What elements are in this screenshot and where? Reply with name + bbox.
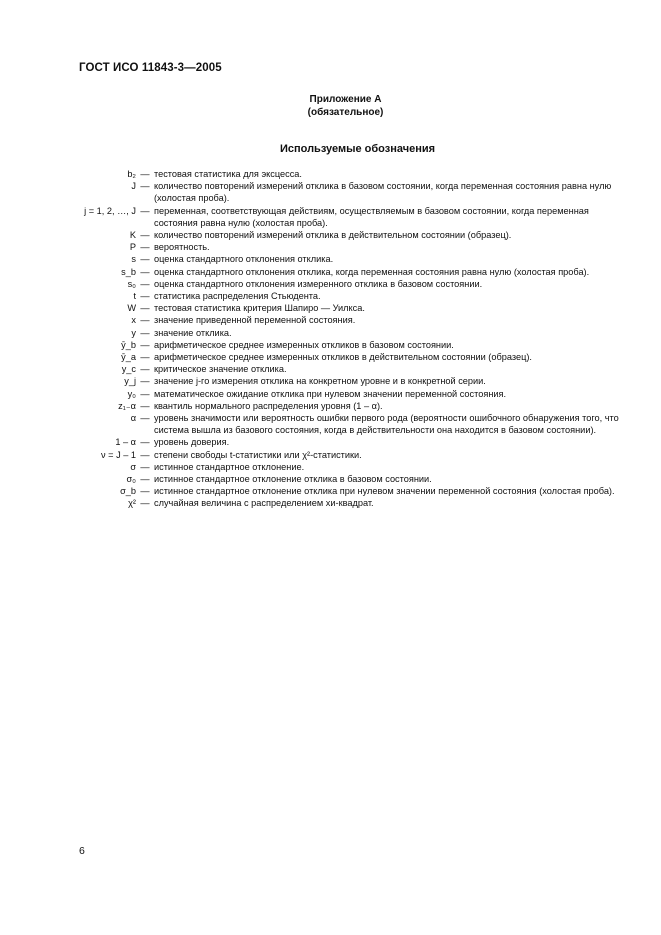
definition-row <box>40 497 620 509</box>
definition-symbol: σ <box>130 461 136 472</box>
definition-dash: — <box>140 413 150 424</box>
definition-symbol: y <box>131 327 136 338</box>
definition-row <box>40 412 620 436</box>
definition-dash: — <box>140 278 150 289</box>
definition-text: критическое значение отклика. <box>154 364 287 375</box>
definition-row <box>40 314 620 326</box>
definition-text: переменная, соответствующая действиям, осуществляемым в базовом состоянии, когда переменная состояния равна нулю (холостая проба). <box>154 205 589 228</box>
definitions-list <box>40 168 620 510</box>
definition-text: тестовая статистика критерия Шапиро — Уилкса. <box>154 303 365 314</box>
definition-text: уровень значимости или вероятность ошибки первого рода (вероятности ошибочного обнаружения того, что система вышла из базового состояния, когда в действительности она находится в базовом состоянии). <box>154 413 619 436</box>
definition-row <box>40 241 620 253</box>
definition-text: арифметическое среднее измеренных откликов в действительном состоянии (образец). <box>154 352 532 363</box>
definition-row <box>40 302 620 314</box>
definition-text: статистика распределения Стьюдента. <box>154 291 321 302</box>
definition-dash: — <box>140 315 150 326</box>
definition-symbol: α <box>130 413 136 424</box>
definition-row <box>40 339 620 351</box>
definition-row <box>40 278 620 290</box>
definition-dash: — <box>140 254 150 265</box>
section-title-text: Используемые обозначения <box>279 143 436 155</box>
definition-dash: — <box>140 388 150 399</box>
definition-dash: — <box>140 364 150 375</box>
definition-symbol: b₂ <box>127 169 136 179</box>
definition-dash: — <box>140 303 150 314</box>
definition-symbol: s <box>131 254 136 265</box>
annex-heading <box>0 93 661 119</box>
definition-row <box>40 266 620 278</box>
definition-text: оценка стандартного отклонения измеренного отклика в базовом состоянии. <box>154 278 483 289</box>
definition-text: значение j-го измерения отклика на конкретном уровне и в конкретной серии. <box>154 376 486 387</box>
definition-symbol: s₀ <box>127 278 136 289</box>
definition-row <box>40 400 620 412</box>
definition-dash: — <box>140 449 150 460</box>
definition-dash: — <box>140 169 150 179</box>
definition-dash: — <box>140 461 150 472</box>
page-number: 6 <box>79 845 85 857</box>
definition-text: тестовая статистика для эксцесса. <box>154 169 302 179</box>
definition-text: значение отклика. <box>154 327 232 338</box>
definition-row <box>40 363 620 375</box>
definition-dash: — <box>140 266 150 277</box>
definition-dash: — <box>140 327 150 338</box>
definition-text: степени свободы t-статистики или χ²-статистики. <box>154 449 362 460</box>
definition-row <box>40 351 620 363</box>
definition-text: оценка стандартного отклонения отклика. <box>154 254 334 265</box>
definition-symbol: t <box>133 291 136 302</box>
definition-symbol: ȳ_b <box>121 339 136 350</box>
definition-dash: — <box>140 242 150 253</box>
definition-symbol: j = 1, 2, …, J <box>84 205 136 216</box>
definition-dash: — <box>140 474 150 485</box>
definition-symbol: 1 – α <box>115 437 136 448</box>
definition-dash: — <box>140 376 150 387</box>
definition-row <box>40 388 620 400</box>
definition-row <box>40 449 620 461</box>
definition-dash: — <box>140 230 150 241</box>
definition-dash: — <box>140 339 150 350</box>
definition-row <box>40 485 620 497</box>
definition-row <box>40 168 620 180</box>
definition-text: арифметическое среднее измеренных откликов в базовом состоянии. <box>154 339 454 350</box>
section-title <box>0 143 661 155</box>
definition-dash: — <box>140 205 150 216</box>
definition-text: количество повторений измерений отклика в базовом состоянии, когда переменная состояния равна нулю (холостая проба). <box>154 181 612 204</box>
definition-symbol: W <box>127 303 136 314</box>
definition-symbol: x <box>131 315 136 326</box>
definition-row <box>40 290 620 302</box>
definition-symbol: s_b <box>121 266 136 277</box>
definition-symbol: y_j <box>124 376 136 387</box>
definition-dash: — <box>140 437 150 448</box>
definition-dash: — <box>140 181 150 192</box>
definition-symbol: σ₀ <box>126 474 136 485</box>
definition-text: математическое ожидание отклика при нулевом значении переменной состояния. <box>154 388 507 399</box>
definition-row <box>40 436 620 448</box>
definition-dash: — <box>140 498 150 509</box>
definition-dash: — <box>140 486 150 497</box>
definition-dash: — <box>140 352 150 363</box>
definition-text: истинное стандартное отклонение. <box>154 461 305 472</box>
definition-symbol: K <box>129 230 136 241</box>
definition-row <box>40 461 620 473</box>
definition-text: случайная величина с распределением хи-квадрат. <box>154 498 374 509</box>
definition-row <box>40 327 620 339</box>
document-code-header: ГОСТ ИСО 11843-3—2005 <box>79 62 222 74</box>
definition-symbol: ν = J – 1 <box>101 449 136 460</box>
annex-status: (обязательное) <box>307 107 384 118</box>
definition-row <box>40 205 620 229</box>
definition-text: оценка стандартного отклонения отклика, когда переменная состояния равна нулю (холостая проба). <box>154 266 590 277</box>
definition-symbol: J <box>131 181 136 192</box>
definition-symbol: y₀ <box>127 388 136 399</box>
definition-symbol: χ² <box>128 498 136 509</box>
definition-text: истинное стандартное отклонение отклика при нулевом значении переменной состояния (холостая проба). <box>154 486 615 497</box>
definition-row <box>40 229 620 241</box>
definition-symbol: ȳ_a <box>121 352 136 363</box>
definition-text: количество повторений измерений отклика в действительном состоянии (образец). <box>154 230 512 241</box>
definition-symbol: P <box>129 242 136 253</box>
definition-row <box>40 253 620 265</box>
definition-symbol: σ_b <box>120 486 136 497</box>
definition-dash: — <box>140 291 150 302</box>
definition-symbol: z₁₋α <box>118 400 136 411</box>
definition-text: истинное стандартное отклонение отклика в базовом состоянии. <box>154 474 432 485</box>
definition-text: значение приведенной переменной состояния. <box>154 315 356 326</box>
definition-row <box>40 375 620 387</box>
definition-row <box>40 180 620 204</box>
definition-text: квантиль нормального распределения уровня (1 – α). <box>154 400 383 411</box>
definition-row <box>40 473 620 485</box>
definition-text: вероятность. <box>154 242 210 253</box>
definition-dash: — <box>140 400 150 411</box>
definition-text: уровень доверия. <box>154 437 230 448</box>
definition-symbol: y_c <box>121 364 136 375</box>
annex-title: Приложение А <box>309 94 382 105</box>
